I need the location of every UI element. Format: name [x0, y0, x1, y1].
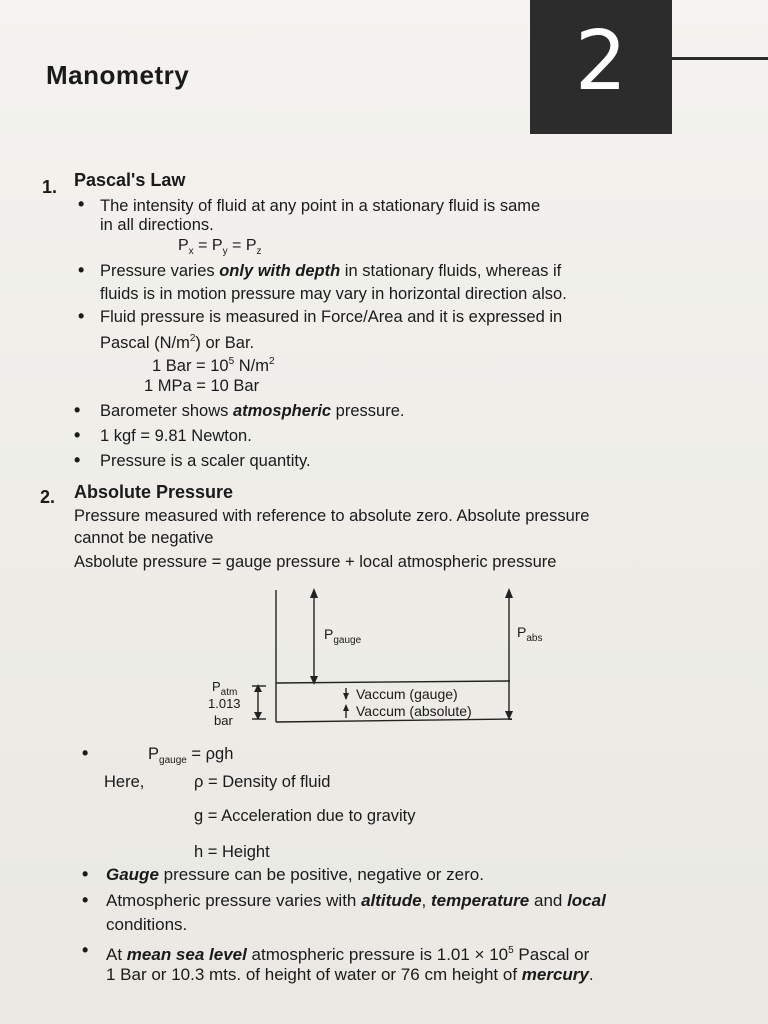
arrowhead-down [343, 693, 349, 700]
pascal-bullet-6: Pressure is a scaler quantity. [100, 452, 311, 470]
bullet-dot: • [82, 743, 89, 763]
bullet-dot: • [78, 260, 85, 280]
absolute-formula-text: Asbolute pressure = gauge pressure + local atmospheric pressure [74, 553, 557, 571]
p-abs-label [517, 622, 542, 649]
pascal-b2-post: in stationary fluids, whereas if [340, 262, 562, 280]
arrowhead-up [505, 588, 513, 598]
pascal-b3-post: ) or Bar. [195, 334, 255, 352]
eq-py: P [211, 237, 223, 254]
bullet-dot: • [74, 425, 81, 445]
atm-value: 1.013 [208, 696, 241, 711]
note-3-line-2 [106, 964, 594, 986]
pascal-bullet-1-line-1: The intensity of fluid at any point in a stationary fluid is same [100, 197, 541, 215]
note-2-line-2: conditions. [106, 915, 188, 934]
chapter-title: Manometry [46, 60, 190, 90]
gauge-formula-sub: gauge [159, 755, 187, 766]
pascal-b3-pre: Pascal (N/m [100, 334, 190, 352]
bullet-dot: • [82, 940, 89, 960]
pascal-b2-pre: Pressure varies [100, 262, 220, 280]
arrowhead-up [343, 704, 349, 711]
pascal-b4-emph: atmospheric [232, 402, 332, 420]
eq-sub-y: y [222, 246, 228, 257]
here-label: Here, [104, 773, 145, 791]
rho-definition: ρ = Density of fluid [194, 773, 331, 791]
note-3-mid: atmospheric pressure is 1.01 × 10 [246, 945, 509, 964]
section-1-title: Pascal's Law [74, 170, 186, 190]
bar-mid: N/m [234, 357, 270, 375]
p-abs-symbol: P [517, 624, 527, 640]
pascal-bullet-2-line-2: fluids is in motion pressure may vary in horizontal direction also. [100, 285, 567, 303]
note-2-emph-3: local [567, 891, 606, 910]
arrowhead-down [310, 676, 318, 685]
eq-pz: P [245, 237, 257, 254]
note-3-sup: 5 [508, 945, 514, 956]
note-1-post: pressure can be positive, negative or zero. [158, 865, 484, 884]
h-definition: h = Height [194, 843, 270, 861]
pascal-b4-pre: Barometer shows [100, 402, 233, 420]
bullet-dot: • [74, 400, 81, 420]
pascal-b2-emph: only with depth [219, 262, 341, 280]
bullet-dot: • [82, 890, 89, 910]
note-3-post: Pascal or [513, 945, 590, 964]
bar-sup-2: 2 [269, 356, 275, 367]
absolute-def-line-2: cannot be negative [74, 529, 214, 547]
bullet-dot: • [78, 306, 85, 326]
chapter-number: 2 [574, 14, 628, 109]
p-gauge-label [324, 624, 361, 651]
note-2-emph-2: temperature [431, 891, 530, 910]
pascal-bullet-1-line-2: in all directions. [100, 216, 214, 234]
note-3-line-2-pre: 1 Bar or 10.3 mts. of height of water or 76 cm height of [106, 965, 522, 984]
note-3-emph: mean sea level [126, 945, 247, 964]
section-1-number: 1. [42, 177, 58, 197]
eq-px: P [178, 237, 189, 254]
pascal-b4-post: pressure. [331, 402, 405, 420]
note-2-pre: Atmospheric pressure varies with [106, 891, 362, 910]
bar-sup: 5 [228, 356, 235, 367]
gauge-formula-lhs: P [148, 745, 160, 763]
bullet-dot: • [82, 864, 89, 884]
section-2-title: Absolute Pressure [74, 482, 234, 502]
note-3-line-1 [106, 940, 589, 966]
p-atm-sub: atm [220, 687, 238, 698]
eq-eq-1: = [193, 237, 212, 254]
bar-pre: 1 Bar = 10 [152, 357, 229, 375]
pascal-bullet-3-line-1: Fluid pressure is measured in Force/Area and it is expressed in [100, 308, 563, 326]
eq-eq-2: = [227, 237, 246, 254]
note-2-mid-1: , [421, 891, 431, 910]
arrowhead-up [310, 588, 318, 598]
eq-sub-x: x [188, 246, 194, 257]
note-1 [106, 864, 484, 886]
p-atm-symbol: P [212, 679, 221, 694]
note-3-pre: At [106, 945, 127, 964]
gauge-formula [148, 744, 233, 771]
vacuum-gauge-label: Vaccum (gauge) [356, 686, 458, 702]
note-3-line-2-post: . [588, 965, 594, 984]
vacuum-absolute-label: Vaccum (absolute) [356, 703, 472, 719]
atm-unit: bar [214, 713, 233, 728]
bullet-dot: • [74, 450, 81, 470]
note-3-line-2-emph: mercury [521, 965, 589, 984]
section-2-number: 2. [40, 487, 56, 507]
note-1-emph: Gauge [106, 865, 159, 884]
mpa-conversion: 1 MPa = 10 Bar [144, 377, 260, 395]
gauge-formula-rhs: = ρgh [186, 745, 234, 763]
note-2-emph-1: altitude [361, 891, 422, 910]
p-gauge-sub: gauge [333, 635, 362, 646]
absolute-def-line-1: Pressure measured with reference to absolute zero. Absolute pressure [74, 507, 590, 525]
pascal-bullet-5: 1 kgf = 9.81 Newton. [100, 427, 252, 445]
bullet-dot: • [78, 194, 85, 214]
diagram-atm-line [276, 681, 510, 683]
pascal-b3-sup: 2 [189, 333, 196, 344]
p-gauge-symbol: P [324, 626, 334, 642]
g-definition: g = Acceleration due to gravity [194, 807, 416, 825]
arrowhead-up [254, 684, 262, 692]
note-2-mid-2: and [529, 891, 568, 910]
eq-sub-z: z [256, 246, 262, 257]
note-2-line-1 [106, 890, 606, 912]
p-abs-sub: abs [526, 633, 543, 644]
